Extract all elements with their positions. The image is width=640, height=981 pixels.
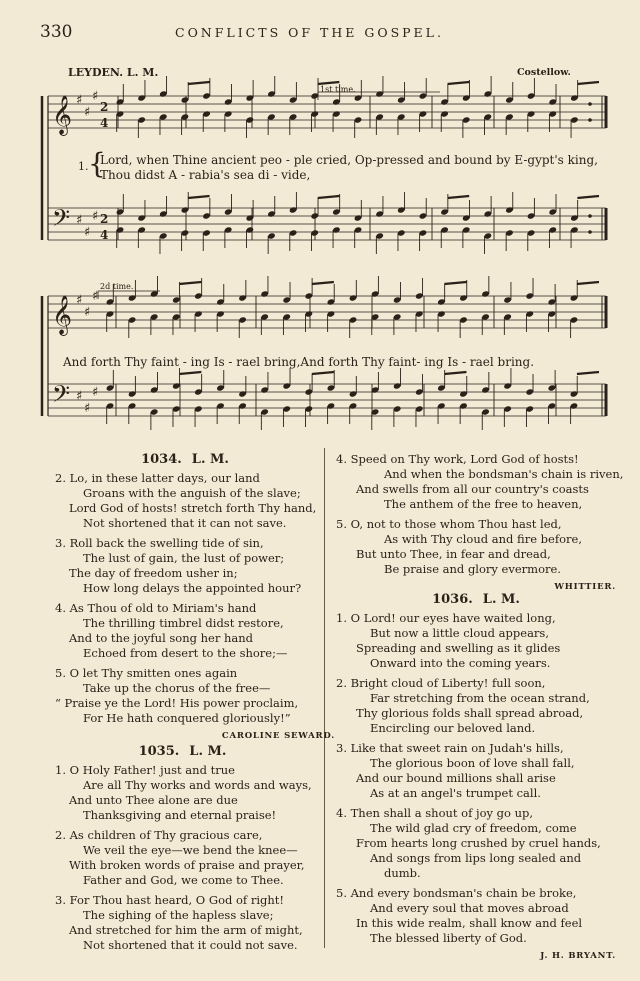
note-beam bbox=[179, 372, 201, 374]
verse-line: How long delays the appointed hour? bbox=[83, 581, 302, 595]
verse-line: Thy glorious folds shall spread abroad, bbox=[356, 706, 584, 720]
verse-line: And unto Thee alone are due bbox=[69, 793, 238, 807]
first-time-marker: 1st time. bbox=[320, 85, 356, 94]
verse-line: Spreading and swelling as it glides bbox=[356, 641, 561, 655]
note-beam bbox=[444, 372, 466, 374]
sharp-sign: ♯ bbox=[92, 385, 99, 400]
hymn-author: J. H. BRYANT. bbox=[540, 951, 616, 961]
note-beam bbox=[448, 196, 470, 198]
note-beam bbox=[318, 82, 340, 84]
verse-line: We veil the eye—we bend the knee— bbox=[83, 843, 298, 857]
repeat-dot bbox=[588, 214, 592, 218]
verse-line: And stretched for him the arm of might, bbox=[69, 923, 303, 937]
verse-line: The blessed liberty of God. bbox=[370, 931, 527, 945]
time-signature-top: 2 bbox=[100, 100, 109, 114]
verse-line: Groans with the anguish of the slave; bbox=[83, 486, 301, 500]
verse-line: And to the joyful song her hand bbox=[69, 631, 254, 645]
hymn-author: CAROLINE SEWARD. bbox=[221, 731, 335, 741]
verse-line: 1. O Holy Father! just and true bbox=[55, 763, 235, 777]
hymn-1036 bbox=[336, 592, 616, 961]
note-beam bbox=[448, 82, 470, 84]
stanza bbox=[336, 676, 616, 736]
note-beam bbox=[577, 82, 599, 84]
hymn-1035-continued bbox=[336, 452, 624, 592]
note-beam bbox=[179, 282, 201, 284]
verse-number: 1. bbox=[78, 160, 89, 173]
verse-line: 5. O, not to those whom Thou hast led, bbox=[336, 517, 562, 531]
verse-line: But unto Thee, in fear and dread, bbox=[356, 547, 551, 561]
stanza bbox=[336, 517, 616, 577]
page-number: 330 bbox=[40, 22, 73, 42]
verse-line: Father and God, we come to Thee. bbox=[83, 873, 284, 887]
verse-line: 3. Roll back the swelling tide of sin, bbox=[55, 536, 264, 550]
hymn-meter: L. M. bbox=[189, 744, 227, 759]
verse-line: “ Praise ye the Lord! His power proclaim, bbox=[55, 696, 299, 710]
lyric-brace: { bbox=[88, 147, 106, 180]
hymn-author: WHITTIER. bbox=[554, 582, 616, 592]
repeat-dot bbox=[588, 118, 592, 122]
stanza bbox=[35, 763, 330, 823]
verse-line: Thanksgiving and eternal praise! bbox=[83, 808, 277, 822]
stanza bbox=[336, 806, 616, 881]
running-title: CONFLICTS OF THE GOSPEL. bbox=[175, 25, 444, 40]
verse-line: The wild glad cry of freedom, come bbox=[370, 821, 577, 835]
tune-name: LEYDEN. L. M. bbox=[68, 66, 159, 79]
stanza bbox=[35, 471, 335, 531]
note-beam bbox=[312, 282, 334, 284]
composer-name: Costellow. bbox=[517, 67, 571, 78]
stanza bbox=[35, 601, 335, 661]
verse-line: For He hath conquered gloriously!” bbox=[83, 711, 291, 725]
note-beam bbox=[188, 196, 210, 198]
lyric-line-1: Lord, when Thine ancient peo - ple cried, Op-pressed and bound by E-gypt's king, bbox=[100, 153, 598, 167]
treble-clef: 𝄞 bbox=[52, 95, 73, 135]
stanza bbox=[35, 536, 335, 596]
verse-line: 2. Lo, in these latter days, our land bbox=[55, 471, 260, 485]
verse-line: Encircling our beloved land. bbox=[370, 721, 536, 735]
verse-line: The thrilling timbrel didst restore, bbox=[83, 616, 284, 630]
time-signature-bottom: 4 bbox=[100, 116, 109, 130]
bass-clef: 𝄢 bbox=[52, 380, 71, 413]
repeat-dot bbox=[588, 230, 592, 234]
verse-line: 3. Like that sweet rain on Judah's hills, bbox=[336, 741, 564, 755]
verse-line: 3. For Thou hast heard, O God of right! bbox=[55, 893, 285, 907]
hymn-number: 1036. bbox=[432, 592, 473, 607]
sharp-sign: ♯ bbox=[92, 89, 99, 104]
second-time-marker: 2d time. bbox=[100, 282, 134, 291]
sharp-sign: ♯ bbox=[76, 293, 83, 308]
verse-line: 5. And every bondsman's chain be broke, bbox=[336, 886, 577, 900]
sharp-sign: ♯ bbox=[84, 401, 91, 416]
verse-line: But now a little cloud appears, bbox=[370, 626, 549, 640]
verse-line: And songs from lips long sealed and bbox=[370, 851, 582, 865]
lyric-line-3: And forth Thy faint - ing Is - rael bring,And forth Thy faint- ing Is - rael bring. bbox=[63, 355, 535, 369]
verse-line: Be praise and glory evermore. bbox=[384, 562, 561, 576]
hymn-heading bbox=[35, 744, 330, 759]
hymn-1034 bbox=[35, 452, 335, 741]
hymn-1035 bbox=[35, 744, 330, 958]
note-beam bbox=[577, 372, 599, 374]
verse-line: Lord God of hosts! stretch forth Thy hand, bbox=[69, 501, 317, 515]
note-beam bbox=[312, 372, 334, 374]
verse-line: And our bound millions shall arise bbox=[356, 771, 556, 785]
hymn-number: 1034. bbox=[141, 452, 182, 467]
treble-clef: 𝄞 bbox=[52, 295, 73, 335]
verse-line: dumb. bbox=[384, 866, 421, 880]
verse-line: From hearts long crushed by cruel hands, bbox=[356, 836, 601, 850]
verse-line: 4. As Thou of old to Miriam's hand bbox=[55, 601, 257, 615]
repeat-dot bbox=[588, 102, 592, 106]
hymn-meter: L. M. bbox=[191, 452, 229, 467]
verse-line: The anthem of the free to heaven, bbox=[384, 497, 583, 511]
sharp-sign: ♯ bbox=[92, 209, 99, 224]
hymn-meter: L. M. bbox=[482, 592, 520, 607]
verse-line: 4. Then shall a shout of joy go up, bbox=[336, 806, 534, 820]
bass-clef: 𝄢 bbox=[52, 204, 71, 237]
sharp-sign: ♯ bbox=[92, 289, 99, 304]
time-signature-bottom: 4 bbox=[100, 228, 109, 242]
stanza bbox=[35, 893, 330, 953]
verse-line: The lust of gain, the lust of power; bbox=[83, 551, 285, 565]
verse-line: And when the bondsman's chain is riven, bbox=[384, 467, 624, 481]
verse-line: As at an angel's trumpet call. bbox=[370, 786, 541, 800]
note-beam bbox=[318, 196, 340, 198]
verse-line: With broken words of praise and prayer, bbox=[69, 858, 305, 872]
hymn-number: 1035. bbox=[138, 744, 180, 759]
verse-line: The glorious boon of love shall fall, bbox=[370, 756, 575, 770]
sharp-sign: ♯ bbox=[84, 225, 91, 240]
verse-line: In this wide realm, shall know and feel bbox=[356, 916, 583, 930]
verse-line: The sighing of the hapless slave; bbox=[83, 908, 274, 922]
note-beam bbox=[577, 196, 599, 198]
stanza bbox=[336, 886, 616, 946]
note-beam bbox=[444, 282, 466, 284]
verse-line: And every soul that moves abroad bbox=[370, 901, 569, 915]
verse-line: Onward into the coming years. bbox=[370, 656, 551, 670]
stanza bbox=[35, 666, 335, 726]
verse-line: Far stretching from the ocean strand, bbox=[370, 691, 590, 705]
verse-line: Are all Thy works and words and ways, bbox=[83, 778, 312, 792]
sharp-sign: ♯ bbox=[76, 213, 83, 228]
verse-line: Echoed from desert to the shore;— bbox=[83, 646, 288, 660]
verse-line: 4. Speed on Thy work, Lord God of hosts! bbox=[336, 452, 579, 466]
sharp-sign: ♯ bbox=[84, 105, 91, 120]
verse-line: The day of freedom usher in; bbox=[69, 566, 238, 580]
stanza bbox=[35, 828, 330, 888]
sharp-sign: ♯ bbox=[76, 93, 83, 108]
note-beam bbox=[188, 82, 210, 84]
sharp-sign: ♯ bbox=[84, 305, 91, 320]
stanza bbox=[336, 611, 616, 671]
stanza bbox=[336, 452, 624, 512]
hymn-heading bbox=[35, 452, 335, 467]
verse-line: 1. O Lord! our eyes have waited long, bbox=[336, 611, 556, 625]
verse-line: As with Thy cloud and fire before, bbox=[384, 532, 582, 546]
stanza bbox=[336, 741, 616, 801]
lyric-line-2: Thou didst A - rabia's sea di - vide, bbox=[100, 168, 311, 182]
note-beam bbox=[577, 282, 599, 284]
time-signature-top: 2 bbox=[100, 212, 109, 226]
verse-line: 2. As children of Thy gracious care, bbox=[55, 828, 263, 842]
verse-line: Not shortened that it could not save. bbox=[83, 938, 298, 952]
verse-line: And swells from all our country's coasts bbox=[356, 482, 589, 496]
verse-line: Take up the chorus of the free— bbox=[83, 681, 271, 695]
verse-line: 5. O let Thy smitten ones again bbox=[55, 666, 238, 680]
verse-line: 2. Bright cloud of Liberty! full soon, bbox=[336, 676, 546, 690]
verse-line: Not shortened that it can not save. bbox=[83, 516, 287, 530]
sharp-sign: ♯ bbox=[76, 389, 83, 404]
hymn-heading bbox=[336, 592, 616, 607]
